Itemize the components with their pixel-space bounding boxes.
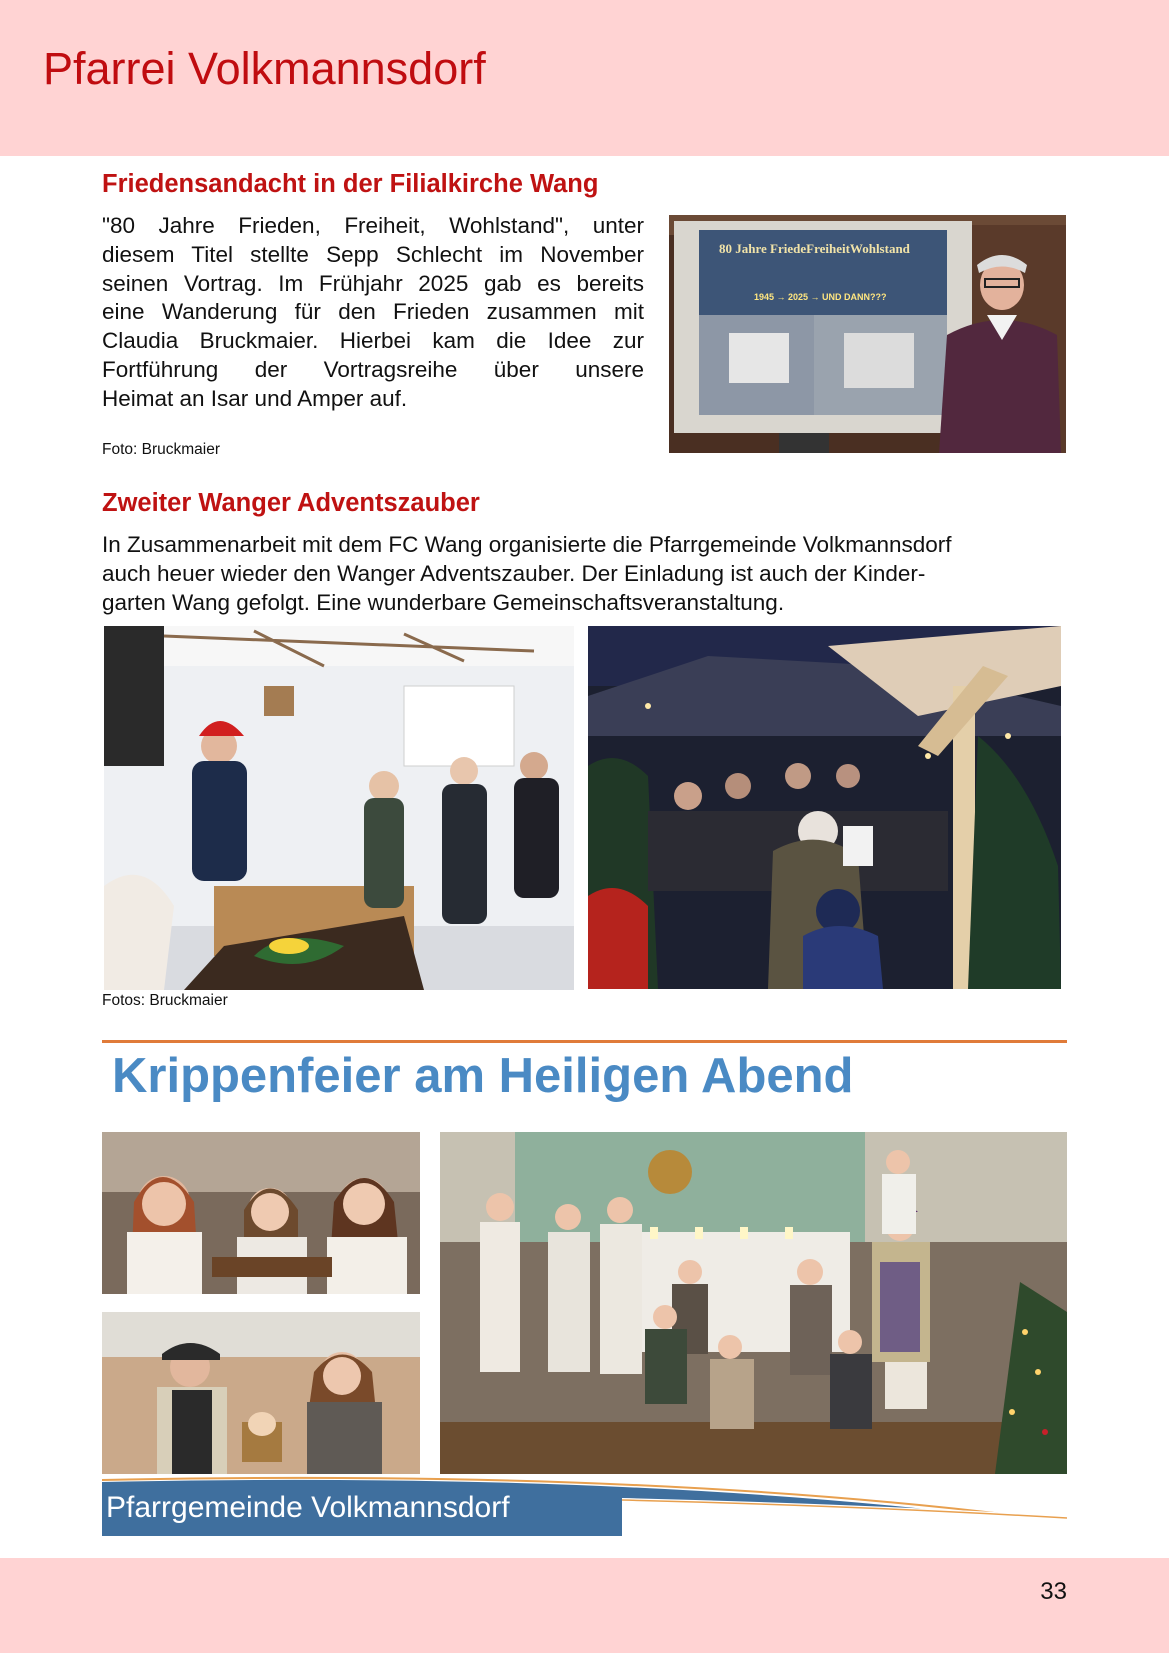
text-line: Fortführung der Vortragsreihe über unsere: [102, 356, 644, 382]
slide-title: 80 Jahre FriedeFreiheitWohlstand: [719, 241, 910, 256]
photo-caption: Foto: Bruckmaier: [102, 441, 221, 458]
poster-banner-text: Pfarrgemeinde Volkmannsdorf: [106, 1491, 510, 1524]
nativity-play-photo: [440, 1132, 1067, 1474]
text-line: garten Wang gefolgt. Eine wunderbare Gemeinschaftsveranstaltung.: [102, 589, 785, 615]
adventszauber-outdoor-photo: [588, 626, 1061, 989]
adventszauber-indoor-photo: [104, 626, 574, 990]
text-line: diesem Titel stellte Sepp Schlecht im November: [102, 241, 644, 267]
text-line: Heimat an Isar und Amper auf.: [102, 385, 408, 411]
article-heading-friedensandacht: Friedensandacht in der Filialkirche Wang: [102, 170, 599, 198]
text-line: auch heuer wieder den Wanger Adventszauber. Der Einladung ist auch der Kinder-: [102, 560, 926, 586]
text-line: eine Wanderung für den Frieden zusammen mit: [102, 299, 644, 325]
text-line: In Zusammenarbeit mit dem FC Wang organisierte die Pfarrgemeinde Volkmannsdorf: [102, 532, 952, 557]
lecture-photo: [669, 215, 1066, 453]
page-header: [0, 0, 1169, 156]
text-line: seinen Vortrag. Im Frühjahr 2025 gab es bereits: [102, 270, 644, 296]
article-heading-adventszauber: Zweiter Wanger Adventszauber: [102, 489, 480, 517]
text-line: Claudia Bruckmaier. Hierbei kam die Idee zur: [102, 328, 644, 354]
text-line: "80 Jahre Frieden, Freiheit, Wohlstand", unter: [102, 213, 644, 238]
photo-caption: Fotos: Bruckmaier: [102, 992, 228, 1009]
page-number: 33: [1040, 1578, 1067, 1605]
angels-photo: [102, 1132, 420, 1294]
poster-title: Krippenfeier am Heiligen Abend: [112, 1049, 854, 1103]
shepherds-photo: [102, 1312, 420, 1474]
page-title: Pfarrei Volkmannsdorf: [43, 43, 486, 94]
divider-line: [102, 1040, 1067, 1043]
page-footer: [0, 1558, 1169, 1653]
slide-subtitle: 1945 → 2025 → UND DANN???: [754, 292, 887, 302]
article-text-friedensandacht: [102, 212, 644, 414]
article-text-adventszauber: [102, 531, 1082, 617]
